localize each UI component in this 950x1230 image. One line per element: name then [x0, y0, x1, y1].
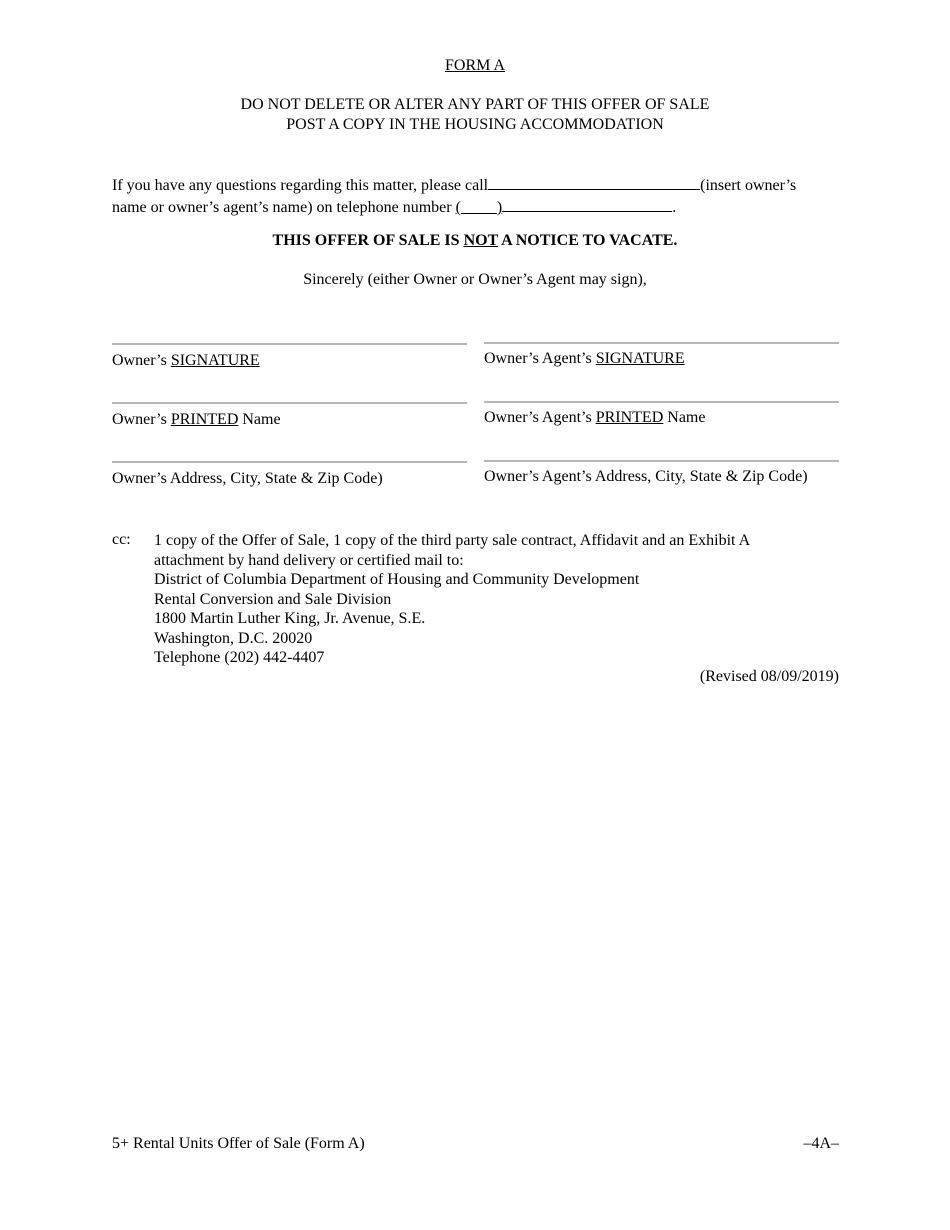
cc-line: 1 copy of the Offer of Sale, 1 copy of the third party sale contract, Affidavit and an Exhibit A	[154, 532, 751, 549]
agent-signature-line	[484, 342, 839, 344]
agent-printed-name-line	[484, 401, 839, 403]
cc-line: Rental Conversion and Sale Division	[154, 590, 392, 608]
page-number: –4A–	[803, 1135, 839, 1152]
cc-line: 1800 Martin Luther King, Jr. Avenue, S.E.	[154, 610, 426, 627]
warning-line-1: DO NOT DELETE OR ALTER ANY PART OF THIS OFFER OF SALE	[240, 96, 710, 113]
questions-text-1: If you have any questions regarding this matter, please call	[112, 177, 489, 194]
warning-line-2: POST A COPY IN THE HOUSING ACCOMMODATION	[286, 116, 664, 133]
questions-paragraph	[112, 174, 842, 218]
cc-line: Washington, D.C. 20020	[154, 629, 313, 647]
closing-text: Sincerely (either Owner or Owner’s Agent may sign),	[303, 271, 647, 288]
phone-number-blank	[502, 196, 672, 212]
questions-text-3: name or owner’s agent’s name) on telephone number	[112, 199, 452, 216]
footer-form-name: 5+ Rental Units Offer of Sale (Form A)	[112, 1135, 365, 1152]
agent-printed-name-label: Owner’s Agent’s PRINTED Name	[484, 409, 706, 426]
form-title: FORM A	[444, 57, 506, 74]
questions-text-2: (insert owner’s	[700, 177, 797, 194]
cc-line: Telephone (202) 442-4407	[154, 649, 325, 666]
owner-printed-name-line	[112, 402, 467, 404]
agent-address-label: Owner’s Agent’s Address, City, State & Zip Code)	[484, 468, 808, 485]
owner-signature-label: Owner’s SIGNATURE	[112, 352, 260, 369]
revised-date: (Revised 08/09/2019)	[699, 668, 839, 685]
questions-end: .	[672, 199, 677, 216]
cc-distribution-list	[154, 531, 750, 668]
cc-line: attachment by hand delivery or certified mail to:	[154, 551, 464, 569]
owner-signature-line	[112, 343, 467, 345]
agent-signature-label: Owner’s Agent’s SIGNATURE	[484, 350, 685, 367]
owner-address-line	[112, 461, 467, 463]
cc-line: District of Columbia Department of Housing and Community Development	[154, 571, 640, 588]
not-notice-to-vacate: THIS OFFER OF SALE IS NOT A NOTICE TO VACATE.	[272, 232, 678, 249]
phone-area-code-blank: ( )	[455, 199, 503, 216]
agent-address-line	[484, 460, 839, 462]
owner-printed-name-label: Owner’s PRINTED Name	[112, 411, 281, 428]
owner-address-label: Owner’s Address, City, State & Zip Code)	[112, 470, 383, 487]
contact-name-blank	[488, 174, 700, 190]
not-emphasis: NOT	[463, 232, 498, 249]
cc-label: cc:	[112, 531, 131, 548]
